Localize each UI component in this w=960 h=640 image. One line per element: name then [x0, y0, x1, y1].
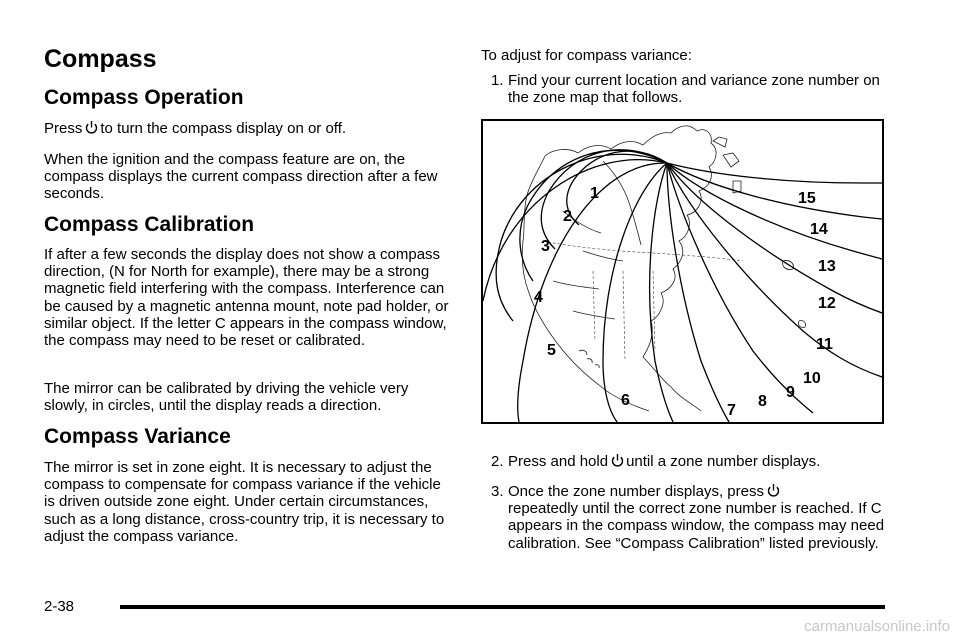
footer-rule: [120, 605, 885, 609]
zone-label-7: 7: [727, 402, 736, 419]
zone-label-6: 6: [621, 392, 630, 409]
power-button-icon: [85, 120, 98, 135]
operation-paragraph-2: When the ignition and the compass feature are on, the compass displays the current compass direction after a few seconds.: [44, 151, 438, 203]
heading-compass-operation: Compass Operation: [44, 86, 244, 109]
operation-paragraph-1: [44, 120, 454, 137]
watermark: carmanualsonline.info: [804, 618, 950, 635]
variance-zone-map: [481, 119, 884, 424]
operation-text-before: Press: [44, 120, 83, 137]
page-title: Compass: [44, 45, 157, 73]
zone-label-12: 12: [818, 295, 836, 312]
zone-label-3: 3: [541, 238, 550, 255]
heading-compass-calibration: Compass Calibration: [44, 213, 255, 236]
step-1-text: Find your current location and variance zone number on the zone map that follows.: [508, 72, 880, 107]
variance-paragraph-1: The mirror is set in zone eight. It is necessary to adjust the compass to compensate for compass variance if the vehicle is driven outside zone eight. Under certain circumstances, such as a long distance, cross-country trip, it is necessary to adjust the compass variance.: [44, 459, 445, 545]
step-3-text-before: Once the zone number displays, press: [508, 483, 764, 500]
step-2: [481, 453, 908, 470]
zone-label-8: 8: [758, 393, 767, 410]
zone-label-1: 1: [590, 185, 599, 202]
calibration-paragraph-1: If after a few seconds the display does not show a compass direction, (N for North for example), there may be a strong magnetic field interfering with the compass. Interference can be caused by a magnetic antenna mount, note pad holder, or similar object. If the letter C appears in the compass window, the compass may need to be reset or calibrated.: [44, 246, 449, 350]
zone-boundary-lines: [483, 150, 882, 422]
step-1: [481, 72, 888, 106]
border-lines: [543, 241, 743, 361]
step-3: [481, 483, 908, 552]
step-1-number: 1.: [491, 72, 504, 89]
power-button-icon: [767, 483, 780, 498]
step-3-text-after: repeatedly until the correct zone number is reached. If C appears in the compass window, the compass may need calibration. See “Compass Calibration” listed previously.: [508, 500, 885, 552]
zone-map-graphic: [483, 121, 882, 422]
zone-label-10: 10: [803, 370, 821, 387]
north-america-outline: [522, 126, 805, 411]
zone-label-14: 14: [810, 221, 828, 238]
zone-label-4: 4: [534, 289, 543, 306]
zone-label-13: 13: [818, 258, 836, 275]
zone-label-2: 2: [563, 208, 572, 225]
zone-label-11: 11: [816, 336, 833, 353]
heading-compass-variance: Compass Variance: [44, 425, 231, 448]
page-number: 2-38: [44, 598, 75, 615]
zone-label-5: 5: [547, 342, 556, 359]
power-button-icon: [611, 453, 624, 468]
step-2-number: 2.: [491, 453, 504, 470]
calibration-paragraph-2: The mirror can be calibrated by driving the vehicle very slowly, in circles, until the display reads a direction.: [44, 380, 409, 415]
step-2-text-after: until a zone number displays.: [626, 453, 821, 470]
zone-label-15: 15: [798, 190, 816, 207]
zone-label-9: 9: [786, 384, 795, 401]
variance-intro: To adjust for compass variance:: [481, 47, 692, 64]
step-3-number: 3.: [491, 483, 504, 500]
step-2-text-before: Press and hold: [508, 453, 609, 470]
operation-text-after: to turn the compass display on or off.: [100, 120, 347, 137]
